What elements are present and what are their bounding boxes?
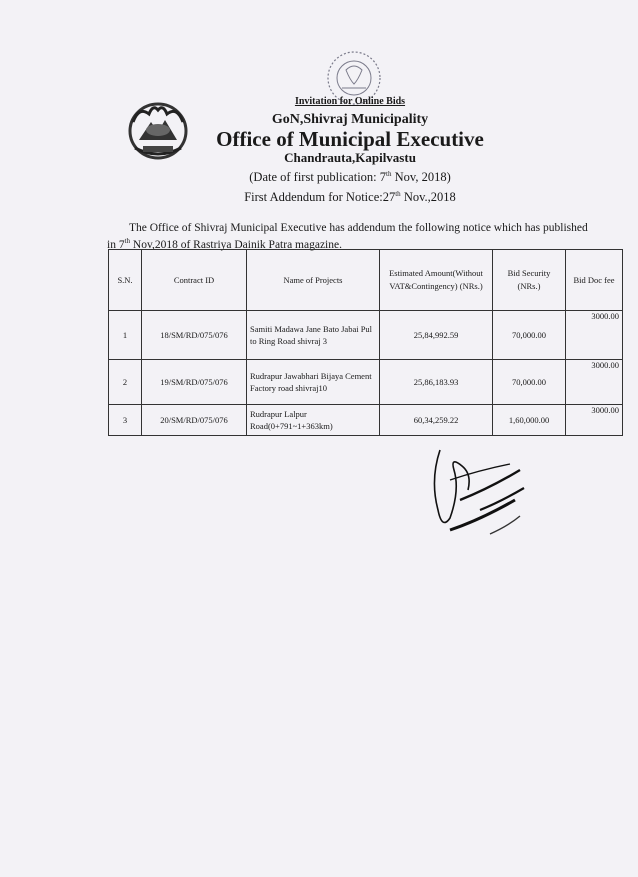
office-location: Chandrauta,Kapilvastu [284,150,416,165]
cell-amount: 25,86,183.93 [380,360,493,405]
cell-fee: 3000.00 [566,405,623,436]
header-security: Bid Security (NRs.) [493,250,566,311]
header-fee: Bid Doc fee [566,250,623,311]
publication-date: (Date of first publication: 7th Nov, 2018) [249,170,451,185]
table-row [109,360,623,405]
table-header-row [109,250,623,311]
addendum-date: First Addendum for Notice:27th Nov.,2018 [244,190,456,205]
header-contract-id: Contract ID [142,250,247,311]
cell-contract-id: 19/SM/RD/075/076 [142,360,247,405]
header-project: Name of Projects [247,250,380,311]
government-emblem [125,100,191,162]
cell-contract-id: 18/SM/RD/075/076 [142,311,247,360]
cell-project: Rudrapur Jawabhari Bijaya Cement Factory road shivraj10 [247,360,380,405]
cell-security: 1,60,000.00 [493,405,566,436]
cell-sn: 2 [109,360,142,405]
signature-seal [420,440,538,552]
intro-paragraph [107,222,607,252]
intro-line-1: The Office of Shivraj Municipal Executive has addendum the following notice which has published [129,222,588,234]
cell-project: Rudrapur Lalpur Road(0+791~1+363km) [247,405,380,436]
intro-line-2: in 7th Nov,2018 of Rastriya Dainik Patra magazine. [107,237,342,251]
table-row [109,311,623,360]
bid-table [108,249,623,436]
office-title: Office of Municipal Executive [216,127,484,151]
cell-project: Samiti Madawa Jane Bato Jabai Pul to Ring Road shivraj 3 [247,311,380,360]
header-amount: Estimated Amount(Without VAT&Contingency) (NRs.) [380,250,493,311]
cell-contract-id: 20/SM/RD/075/076 [142,405,247,436]
table-row [109,405,623,436]
cell-amount: 25,84,992.59 [380,311,493,360]
cell-sn: 3 [109,405,142,436]
cell-security: 70,000.00 [493,311,566,360]
cell-fee: 3000.00 [566,360,623,405]
header-sn: S.N. [109,250,142,311]
cell-fee: 3000.00 [566,311,623,360]
cell-amount: 60,34,259.22 [380,405,493,436]
government-name: GoN,Shivraj Municipality [271,112,429,127]
cell-security: 70,000.00 [493,360,566,405]
invitation-heading: Invitation for Online Bids [294,96,406,107]
cell-sn: 1 [109,311,142,360]
